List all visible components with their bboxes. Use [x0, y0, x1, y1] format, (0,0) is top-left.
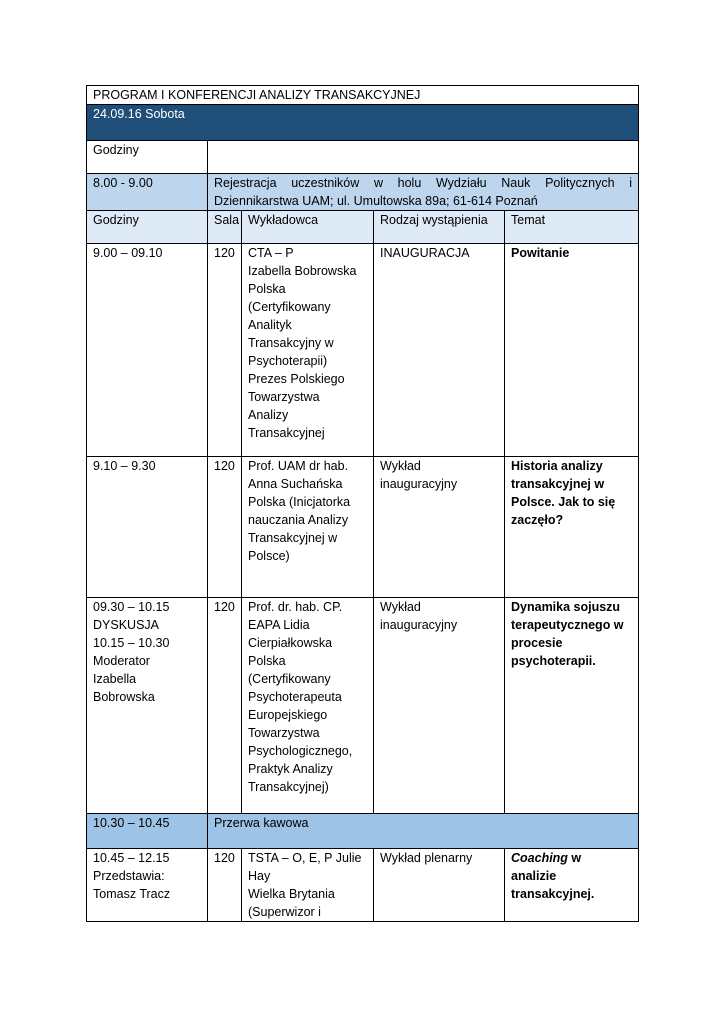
text-line: inauguracyjny	[380, 618, 458, 632]
text-line: Prof. UAM dr hab.	[248, 459, 349, 473]
hours-label: Godziny	[87, 141, 208, 174]
text-line: Transakcyjnej)	[248, 780, 329, 794]
session-type	[374, 244, 505, 457]
text-line: Powitanie	[511, 246, 570, 260]
text-line: Cierpiałkowska	[248, 636, 333, 650]
text-line: 9.10 – 9.30	[93, 459, 156, 473]
text-line: EAPA Lidia	[248, 618, 310, 632]
text-line: DYSKUSJA	[93, 618, 159, 632]
text-line: Psychologicznego,	[248, 744, 353, 758]
text-line: Przedstawia:	[93, 869, 165, 883]
text-line: Transakcyjnej w	[248, 531, 338, 545]
session-row	[87, 598, 639, 814]
text-line: procesie	[511, 636, 563, 650]
session-room: 120	[208, 244, 242, 457]
text-line: Prezes Polskiego	[248, 372, 345, 386]
program-title: PROGRAM I KONFERENCJI ANALIZY TRANSAKCYJNEJ	[87, 86, 639, 105]
column-header: Sala	[208, 211, 242, 244]
column-header-row	[87, 211, 639, 244]
text-line: Izabella Bobrowska	[248, 264, 357, 278]
text-line: Europejskiego	[248, 708, 328, 722]
break-row	[87, 814, 639, 849]
text-line: Moderator	[93, 654, 150, 668]
text-line: Polska	[248, 282, 286, 296]
text-line: Polska	[248, 654, 286, 668]
text-line: INAUGURACJA	[380, 246, 470, 260]
session-speaker	[242, 849, 374, 922]
empty-cell	[208, 141, 639, 174]
text-line: Praktyk Analizy	[248, 762, 333, 776]
text-line: Polsce)	[248, 549, 290, 563]
text-line: Towarzystwa	[248, 726, 320, 740]
session-topic	[505, 457, 639, 598]
text-line: Psychoterapeuta	[248, 690, 342, 704]
text-line: Hay	[248, 869, 271, 883]
registration-time: 8.00 - 9.00	[87, 174, 208, 211]
session-time	[87, 849, 208, 922]
session-room: 120	[208, 598, 242, 814]
text-line: zaczęło?	[511, 513, 564, 527]
text-line: terapeutycznego w	[511, 618, 624, 632]
session-type	[374, 598, 505, 814]
text-line: Analizy	[248, 408, 289, 422]
session-room: 120	[208, 457, 242, 598]
text-line: Wykład	[380, 600, 421, 614]
program-table	[86, 85, 639, 922]
column-header: Godziny	[87, 211, 208, 244]
text-line: Psychoterapii)	[248, 354, 328, 368]
text-line: TSTA – O, E, P Julie	[248, 851, 362, 865]
topic-rest: w	[567, 851, 582, 865]
text-line: Transakcyjnej	[248, 426, 325, 440]
text-line: (Certyfikowany	[248, 672, 331, 686]
text-line: transakcyjnej w	[511, 477, 605, 491]
text-line: Wykład	[380, 459, 421, 473]
session-row	[87, 244, 639, 457]
session-speaker	[242, 244, 374, 457]
session-topic	[505, 598, 639, 814]
column-header: Rodzaj wystąpienia	[374, 211, 505, 244]
text-line: 10.15 – 10.30	[93, 636, 170, 650]
text-line: Polsce. Jak to się	[511, 495, 616, 509]
break-text: Przerwa kawowa	[208, 814, 639, 849]
text-line: Transakcyjny w	[248, 336, 334, 350]
text-line: analizie	[511, 869, 557, 883]
text-line: Historia analizy	[511, 459, 603, 473]
session-speaker	[242, 598, 374, 814]
text-line: Anna Suchańska	[248, 477, 343, 491]
session-time	[87, 598, 208, 814]
session-row	[87, 849, 639, 922]
date-bar: 24.09.16 Sobota	[87, 105, 639, 141]
session-type	[374, 849, 505, 922]
session-time	[87, 457, 208, 598]
text-line: Analityk	[248, 318, 292, 332]
topic-italic: Coaching	[511, 851, 568, 865]
text-line: (Superwizor i	[248, 905, 321, 919]
text-line: Tomasz Tracz	[93, 887, 171, 901]
break-time: 10.30 – 10.45	[87, 814, 208, 849]
session-speaker	[242, 457, 374, 598]
text-line: Towarzystwa	[248, 390, 320, 404]
text-line: (Certyfikowany	[248, 300, 331, 314]
text-line: Polska (Inicjatorka	[248, 495, 351, 509]
text-line: psychoterapii.	[511, 654, 596, 668]
text-line: 09.30 – 10.15	[93, 600, 170, 614]
column-header: Temat	[505, 211, 639, 244]
text-line	[511, 849, 632, 867]
text-line: Izabella	[93, 672, 137, 686]
text-line: inauguracyjny	[380, 477, 458, 491]
session-topic	[505, 244, 639, 457]
session-time	[87, 244, 208, 457]
text-line: Dynamika sojuszu	[511, 600, 621, 614]
column-header: Wykładowca	[242, 211, 374, 244]
text-line: 10.45 – 12.15	[93, 851, 170, 865]
session-topic	[505, 849, 639, 922]
text-line: Bobrowska	[93, 690, 155, 704]
session-row	[87, 457, 639, 598]
text-line: transakcyjnej.	[511, 887, 595, 901]
session-room: 120	[208, 849, 242, 922]
text-line: Prof. dr. hab. CP.	[248, 600, 343, 614]
text-line: Wykład plenarny	[380, 851, 473, 865]
text-line: 9.00 – 09.10	[93, 246, 163, 260]
text-line: Wielka Brytania	[248, 887, 335, 901]
text-line: nauczania Analizy	[248, 513, 349, 527]
registration-text: Rejestracja uczestników w holu Wydziału Nauk Politycznych i Dziennikarstwa UAM; ul. Umultowska 89a; 61-614 Poznań	[208, 174, 639, 211]
text-line: CTA – P	[248, 246, 294, 260]
session-type	[374, 457, 505, 598]
